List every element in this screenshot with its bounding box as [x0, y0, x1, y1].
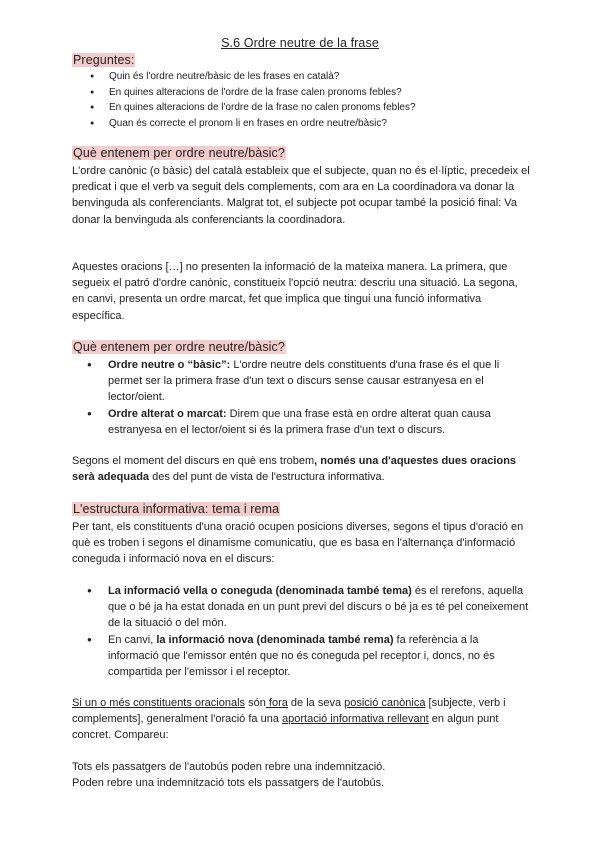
questions-heading — [72, 53, 135, 67]
text-span: fa referència a la informació que l'emissor entén que no és coneguda pel receptor i, doncs, no és compartida per l'emissor i el receptor. — [108, 633, 495, 679]
example-sentence-2: Poden rebre una indemnització tots els passatgers de l'autobús. — [72, 777, 385, 789]
bold-span: , només una d'aquestes dues oracions serà adequada — [72, 455, 517, 484]
order-types-list — [87, 357, 532, 438]
definition: L'ordre neutre dels constituents d'una frase és el que li permet ser la primera frase d'un text o discurs sense causar estranyesa en el lector/oient. — [108, 359, 500, 404]
list-item: ● Quan és correcte el pronom li en frases en ordre neutre/bàsic? — [90, 116, 416, 132]
list-item: ● En quines alteracions de l'ordre de la frase calen pronoms febles? — [90, 85, 416, 101]
page-title: S.6 Ordre neutre de la frase — [221, 36, 379, 50]
term: Ordre alterat o marcat: — [108, 407, 227, 420]
text-span: [subjecte, verb i complements], generalment l'oració fa una — [72, 697, 506, 726]
section1-heading — [72, 146, 286, 160]
underlined-span: posició canònica — [344, 697, 426, 709]
bold-span: La informació vella o coneguda (denominada també tema) — [108, 585, 412, 597]
text-span: és el rerefons, aquella que o bé ja ha estat donada en un punt previ del discurs o bé ja es té pel coneixement de la situació o del món. — [108, 585, 529, 630]
information-list — [87, 583, 532, 680]
term: Ordre neutre o “bàsic”: — [108, 359, 231, 371]
list-item: ● En quines alteracions de l'ordre de la frase no calen pronoms febles? — [90, 100, 416, 116]
list-item: ● Quin és l'ordre neutre/bàsic de les frases en català? — [90, 69, 416, 85]
section3-paragraph — [72, 695, 532, 744]
section2-heading — [72, 340, 286, 354]
section1-paragraph-2: Aquestes oracions […] no presenten la informació de la mateixa manera. La primera, que segueix el patró d'ordre canònic, constitueix l'opció neutra: descriu una situació. La segona, en canvi, presenta un ordre marcat, fet que implica que tingui una funció informativa específica. — [72, 261, 518, 322]
section2-heading-text: Què entenem per ordre neutre/bàsic? — [73, 340, 285, 354]
text-span: Segons el moment del discurs en què ens trobem — [72, 455, 315, 467]
section3-heading — [72, 502, 280, 516]
text-span: en algun punt concret. Compareu: — [72, 713, 499, 742]
section3-intro: Per tant, els constituents d'una oració ocupen posicions diverses, segons el tipus d'oració en què es troben i segons el dinamisme comunicatiu, que es basa en l'alternança d'informació coneguda i informació nova en el discurs: — [72, 521, 524, 566]
list-item — [87, 357, 532, 406]
list-item — [87, 583, 532, 632]
bold-span: la informació nova (denominada també rema) — [156, 633, 394, 646]
section1-paragraph-1: L'ordre canònic (o bàsic) del català estableix que el subjecte, quan no és el·líptic, precedeix el predicat i que el verb va seguit dels complements, com ara en La coordinadora va donar la benvinguda als conferenciants. Malgrat tot, el subjecte pot ocupar també la posició final: Va donar la benvinguda als conferenciants la coordinadora. — [72, 165, 530, 226]
list-item — [87, 632, 532, 681]
text-span: de la seva — [287, 697, 345, 709]
list-item — [87, 406, 532, 438]
example-sentence-1: Tots els passatgers de l'autobús poden rebre una indemnització. — [72, 761, 386, 773]
underlined-span: fora — [265, 697, 288, 709]
section1-heading-text: Què entenem per ordre neutre/bàsic? — [73, 146, 285, 160]
questions-list — [90, 69, 416, 131]
underlined-span: aportació informativa rellevant — [282, 713, 429, 726]
section2-paragraph — [72, 453, 532, 485]
text-span: són — [245, 697, 266, 709]
section3-heading-text: L'estructura informativa: tema i rema — [73, 502, 280, 516]
text-span: En canvi, — [108, 633, 157, 646]
text-span: des del punt de vista de l'estructura informativa. — [149, 471, 385, 484]
underlined-span: Si un o més constituents oracionals — [72, 697, 246, 709]
definition: Direm que una frase està en ordre alterat quan causa estranyesa en el lector/oient si és la primera frase d'un text o discurs. — [108, 407, 491, 436]
questions-heading-text: Preguntes: — [73, 53, 135, 67]
